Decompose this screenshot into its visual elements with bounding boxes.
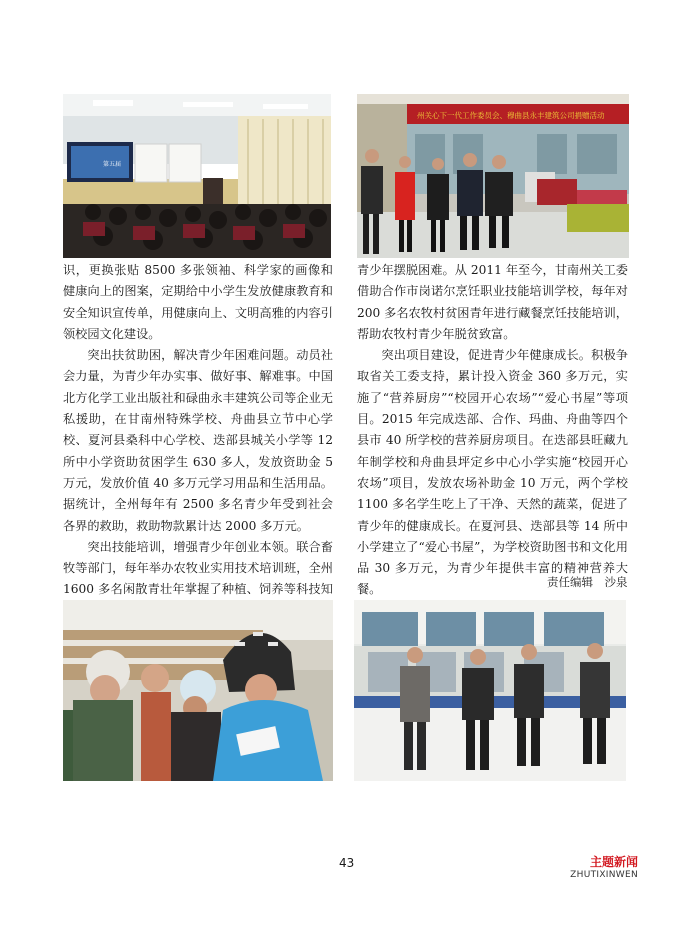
banner-text: 州关心下一代工作委员会、穆曲县永丰建筑公司捐赠活动 <box>417 111 605 120</box>
article-column-2 <box>357 260 628 601</box>
article-column-1 <box>63 260 333 622</box>
paragraph: 识，更换张贴 8500 多张领袖、科学家的画像和健康向上的图案，定期给中小学生发放健康教育和安全知识宣传单，用健康向上、文明高雅的内容引领校园文化建设。 <box>63 263 333 341</box>
section-pinyin: ZHUTIXINWEN <box>570 870 638 880</box>
photo-kitchen <box>354 600 626 781</box>
paragraph: 突出技能培训，增强青少年创业本领。联合畜牧等部门，每年举办农牧业实用技术培训班，全州 1600 多名闲散青壮年掌握了种植、饲养等科技知 <box>63 539 333 597</box>
photo-children <box>63 600 333 781</box>
photo-donation <box>357 94 629 258</box>
photo-classroom <box>63 94 331 258</box>
paragraph: 青少年摆脱困难。从 2011 年至今，甘南州关工委借助合作市岗诺尔烹饪职业技能培训学校，每年对 200 多名农牧村贫困青年进行藏餐烹饪技能培训，帮助农牧村青少年脱贫致富。 <box>357 263 628 341</box>
responsible-editor: 责任编辑 沙泉 <box>547 575 628 589</box>
paragraph: 突出扶贫助困，解决青少年困难问题。动员社会力量，为青少年办实事、做好事、解难事。中国北方化学工业出版社和碌曲永丰建筑公司等企业无私援助，在甘南州特殊学校、舟曲县立节中心学校、夏河县桑科中心学校、迭部县城关小学等 12 所中小学资助贫困学生 630 多人，发放资助金 5 万元，发放价值 40 多万元学习用品和生活用品。据统计，全州每年有 2500 多名青少年受到社会各界的救助，救助物款累计达 2000 多万元。 <box>63 348 333 533</box>
page-number: 43 <box>339 856 355 870</box>
paragraph: 突出项目建设，促进青少年健康成长。积极争取省关工委支持，累计投入资金 360 多万元，实施了“营养厨房”“校园开心农场”“爱心书屋”等项目。2015 年完成迭部、合作、玛曲、舟曲等四个县市 40 所学校的营养厨房项目。在迭部县旺藏九年制学校和舟曲县坪定乡中心小学实施“校园开心农场”项目，发放农场补助金 10 万元，两个学校 1100 多名学生吃上了干净、天然的蔬菜，促进了青少年的健康成长。在夏河县、迭部县等 14 所中小学建立了“爱心书屋”，为学校资助图书和文化用品 30 多万元，为青少年提供丰富的精神营养大餐。 <box>357 348 628 597</box>
section-label <box>570 853 638 880</box>
screen-caption: 第五届 <box>103 161 122 168</box>
section-title: 主题新闻 <box>589 855 638 869</box>
